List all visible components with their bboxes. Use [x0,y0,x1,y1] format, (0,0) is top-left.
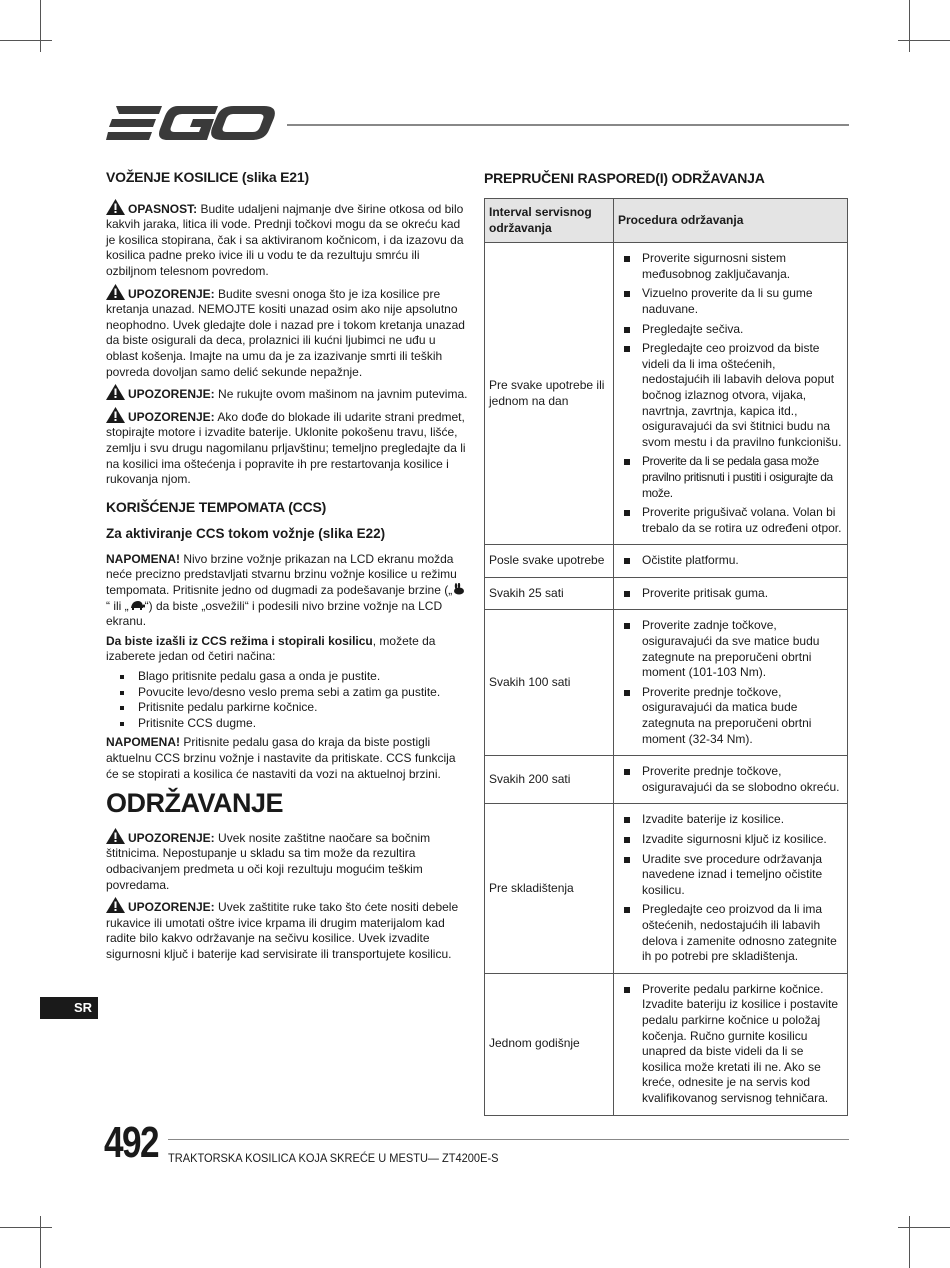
procedure-cell [614,973,848,1115]
crop-mark [909,1216,910,1268]
column-header: Procedura održavanja [614,199,848,243]
crop-mark [0,40,52,41]
exit-ccs-text: , možete da izaberete jedan od četiri načina: [106,633,436,664]
note-label: NAPOMENA! [106,551,180,566]
note-label: NAPOMENA! [106,735,180,750]
table-row [485,545,848,578]
table-header-row [485,199,848,243]
maintenance-table [484,198,848,1116]
note-paragraph [106,552,470,630]
language-tab: SR [40,997,98,1019]
interval-cell: Pre svake upotrebe ili jednom na dan [485,243,614,545]
list-item: Proverite pritisak guma. [618,586,843,602]
rabbit-icon [452,583,466,595]
warning-triangle-icon [106,384,125,400]
warning-triangle-icon [106,897,125,913]
warning-text: Ako dođe do blokade ili udarite strani predmet, stopirajte motore i izvadite baterije. Uklonite pokošenu travu, lišće, zemlju i svu drugu nagomilanu prljavštinu; temeljno pregledajte da li na kosilici ima oštećenja i popravite ih pre restartovanja kosilice i rukovanja njom. [106,409,466,487]
warning-paragraph [106,384,470,403]
list-item: Proverite prednje točkove, osiguravajući da se slobodno okreću. [618,764,843,795]
warning-paragraph [106,284,470,381]
note-text: Pritisnite pedalu gasa do kraja da biste postigli aktuelnu CCS brzinu vožnje i nastavite da pritiskate. CCS funkcija će se stopirati a kosilica će nastaviti da vozi na aktuelnoj brzini. [106,735,456,781]
note-text: “ ili „ [106,598,129,613]
list-item: Proverite prednje točkove, osiguravajući da matica bude zategnuta na preporučeni obrtni moment (32-34 Nm). [618,685,843,747]
schedule-title: PREPRUČENI RASPORED(I) ODRŽAVANJA [484,170,765,186]
procedure-list [618,982,843,1107]
section-title-driving: VOŽENJE KOSILICE (slika E21) [106,169,309,185]
crop-mark [0,1227,52,1228]
table-row [485,804,848,973]
danger-paragraph [106,199,470,280]
warning-triangle-icon [106,407,125,423]
procedure-cell [614,577,848,610]
crop-mark [898,1227,950,1228]
list-item: Pregledajte sečiva. [618,322,843,338]
warning-text: Uvek nosite zaštitne naočare sa bočnim štitnicima. Nepostupanje u skladu sa tim može da rezultira odbacivanjem predmeta u oči koji rezultuju mogućim teškim povredama. [106,830,431,892]
procedure-list [618,764,843,795]
warning-triangle-icon [106,284,125,300]
list-item: Pregledajte ceo proizvod da biste videli da li ima oštećenih, nedostajućih ili labavih delova poput bočnog izlaznog otvora, vijaka, navrtnja, zavrtnja, kapica itd., osiguravajući da svi štitnici budu na svom mestu i da pravilno funkcionišu. [618,341,843,450]
procedure-list [618,618,843,747]
procedure-list [618,586,843,602]
warning-label: UPOZORENJE: [128,830,215,845]
left-column [106,170,470,967]
right-column [484,170,848,1116]
list-item: Proverite prigušivač volana. Volan bi trebalo da se rotira uz određeni otpor. [618,505,843,536]
list-item: Uradite sve procedure održavanja navedene iznad i temeljno očistite kosilicu. [618,852,843,899]
list-item: Proverite pedalu parkirne kočnice. Izvadite bateriju iz kosilice i postavite pedalu parkirne kočnice u položaj kočenja. Ručno gurnite kosilicu unapred da biste videli da li se kosilica može kretati ili ne. Ako se kreće, odnesite je na servis kod kvalifikovanog servisnog tehničara. [618,982,843,1107]
interval-cell: Jednom godišnje [485,973,614,1115]
section-title-ccs: KORIŠĆENJE TEMPOMATA (CCS) [106,498,327,515]
list-item: Pritisnite CCS dugme. [118,716,470,732]
warning-label: UPOZORENJE: [128,387,215,402]
interval-cell: Svakih 25 sati [485,577,614,610]
footer-rule [168,1139,849,1140]
procedure-cell [614,545,848,578]
warning-label: UPOZORENJE: [128,900,215,915]
warning-triangle-icon [106,828,125,844]
list-item: Pregledajte ceo proizvod da li ima oštećenih, nedostajućih ili labavih delova i zamenite odnosno zategnite ih po potrebi pre skladištenja. [618,902,843,964]
interval-cell: Svakih 100 sati [485,610,614,756]
warning-text: Uvek zaštitite ruke tako što ćete nositi debele rukavice ili umotati oštre ivice krpama ili drugim materijalom kad radite bilo kakvo održavanje na sečivu kosilice. Uvek izvadite sigurnosni ključ i baterije kad servisirate ili transportujete kosilicu. [106,900,459,961]
table-row [485,243,848,545]
procedure-cell [614,756,848,804]
warning-paragraph [106,828,470,893]
page-number: 492 [104,1118,158,1167]
list-item: Proverite da li se pedala gasa može pravilno pritisnuti i pustiti i osigurajte da može. [618,454,843,501]
warning-label: UPOZORENJE: [128,409,215,424]
procedure-cell [614,610,848,756]
ego-logo [106,104,276,142]
danger-label: OPASNOST: [128,201,198,216]
table-row [485,610,848,756]
list-item: Izvadite sigurnosni ključ iz kosilice. [618,832,843,848]
note-text: Nivo brzine vožnje prikazan na LCD ekranu možda neće precizno predstavljati stvarnu brzinu vožnje kosilice u režimu tempomata. Pritisnite jedno od dugmadi za podešavanje brzine („ [106,551,457,598]
footer-title: TRAKTORSKA KOSILICA KOJA SKREĆE U MESTU— ZT4200E-S [168,1151,499,1165]
maintenance-title: ODRŽAVANJE [106,788,284,819]
procedure-list [618,251,843,536]
crop-mark [909,0,910,52]
crop-mark [40,1216,41,1268]
interval-cell: Posle svake upotrebe [485,545,614,578]
interval-cell: Svakih 200 sati [485,756,614,804]
table-row [485,973,848,1115]
table-row [485,756,848,804]
list-item: Pritisnite pedalu parkirne kočnice. [118,700,470,716]
list-item: Proverite sigurnosni sistem međusobnog zaključavanja. [618,251,843,282]
exit-ccs-list [106,669,470,731]
procedure-cell [614,804,848,973]
warning-paragraph [106,407,470,488]
list-item: Povucite levo/desno veslo prema sebi a zatim ga pustite. [118,685,470,701]
crop-mark [898,40,950,41]
warning-triangle-icon [106,199,125,215]
exit-ccs-paragraph [106,634,470,665]
warning-paragraph [106,897,470,962]
exit-ccs-bold: Da biste izašli iz CCS režima i stopirali kosilicu [106,633,373,648]
column-header: Interval servisnog održavanja [485,199,614,243]
turtle-icon [129,600,145,610]
warning-label: UPOZORENJE: [128,286,215,301]
danger-text: Budite udaljeni najmanje dve širine otkosa od bilo kakvih jaraka, litica ili vode. Prednji točkovi mogu da se okreću kad je kosilica stopirana, čak i sa aktiviranom kočnicom, i da izazovu da kosilica padne preko ivice ili u vodu te da rezultuju smrću ili ozbiljnom telesnom povredom. [106,201,464,278]
header-rule [287,124,849,126]
warning-text: Ne rukujte ovom mašinom na javnim putevima. [214,387,468,402]
table-row [485,577,848,610]
list-item: Izvadite baterije iz kosilice. [618,812,843,828]
note-text: “) da biste „osvežili“ i podesili nivo brzine vožnje na LCD ekranu. [106,598,443,629]
procedure-list [618,553,843,569]
interval-cell: Pre skladištenja [485,804,614,973]
list-item: Proverite zadnje točkove, osiguravajući da sve matice budu zategnute na preporučeni obrtni moment (101-103 Nm). [618,618,843,680]
note-paragraph [106,735,470,782]
procedure-list [618,812,843,964]
crop-mark [40,0,41,52]
warning-text: Budite svesni onoga što je iza kosilice pre kretanja unazad. NEMOJTE kositi unazad osim ako nije apsolutno neophodno. Uvek gledajte dole i nazad pre i tokom kretanja unazad da biste osigurali da deca, prolaznici ili kućni ljubimci ne uđu u oblast košenja. Imajte na umu da je za izazivanje smrti ili teških povreda dovoljan samo delić sekunde nepažnje. [106,286,465,379]
procedure-cell [614,243,848,545]
list-item: Vizuelno proverite da li su gume naduvane. [618,286,843,317]
subsection-title-ccs: Za aktiviranje CCS tokom vožnje (slika E22) [106,526,386,542]
list-item: Blago pritisnite pedalu gasa a onda je pustite. [118,669,470,685]
list-item: Očistite platformu. [618,553,843,569]
